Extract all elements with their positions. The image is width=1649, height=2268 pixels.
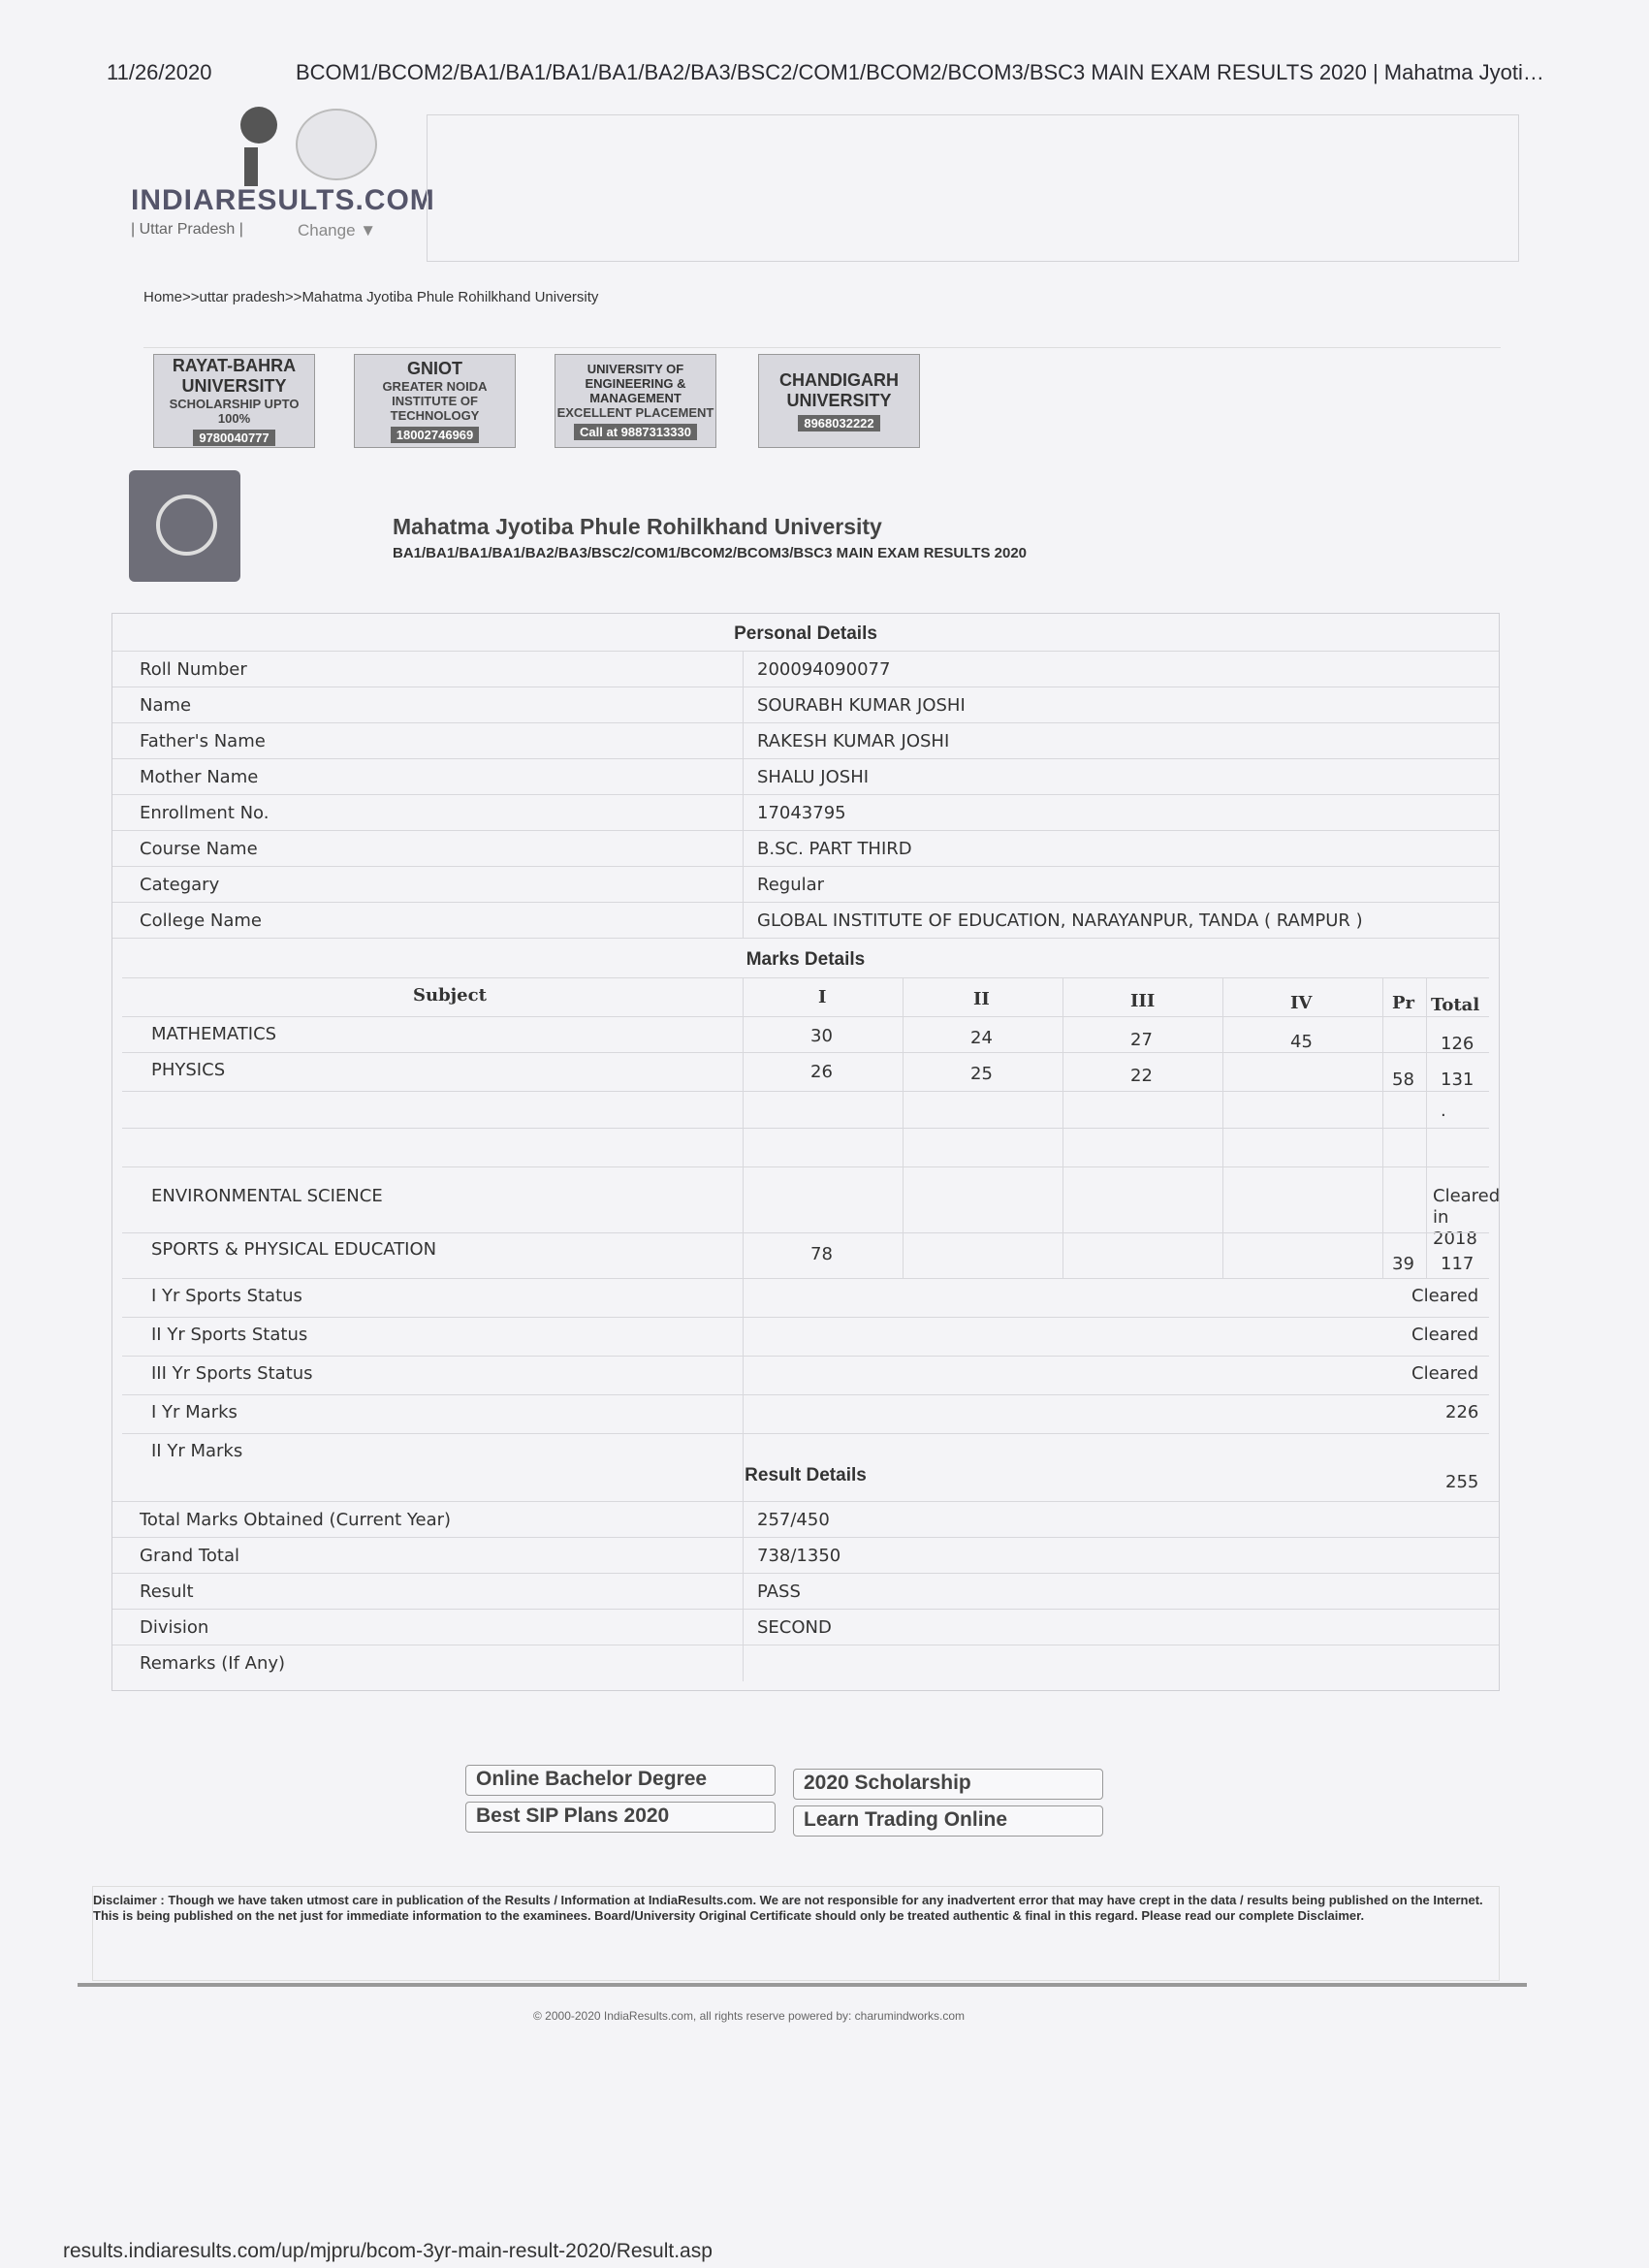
university-name: Mahatma Jyotiba Phule Rohilkhand University [393, 514, 882, 539]
extra-label: II Yr Sports Status [151, 1325, 308, 1345]
personal-row [112, 866, 1499, 903]
field-label: Mother Name [140, 767, 259, 787]
ad-banner-placeholder [427, 114, 1519, 262]
result-row [112, 1609, 1499, 1645]
field-value: SECOND [757, 1617, 832, 1638]
disclaimer-text: Disclaimer : Though we have taken utmost care in publication of the Results / Information at IndiaResults.com. We are not responsible for any inadvertent error that may have crept in the data / results being published on the Internet. This is being published on the net just for immediate information to the examinees. Board/University Original Certificate should only be treated authentic & final in this regard. Please read our complete Disclaimer. [92, 1886, 1500, 1981]
sponsor-banner-chandigarh[interactable] [758, 354, 920, 448]
mark-4: 45 [1290, 1032, 1313, 1052]
field-value: 200094090077 [757, 659, 891, 680]
marks-details-heading: Marks Details [745, 949, 866, 970]
print-header [97, 60, 1609, 99]
field-value: SOURABH KUMAR JOSHI [757, 695, 966, 716]
col-paper-3: III [1130, 991, 1156, 1011]
mark-2: 25 [970, 1064, 993, 1084]
field-value: Regular [757, 875, 825, 895]
sponsor-banner-uem[interactable] [555, 354, 716, 448]
sponsor-tag: GREATER NOIDA INSTITUTE OF TECHNOLOGY [382, 379, 488, 423]
state-label: | Uttar Pradesh | [131, 221, 243, 238]
field-label: Result [140, 1581, 194, 1602]
field-value: 738/1350 [757, 1546, 841, 1566]
footer-divider [78, 1983, 1527, 1987]
mark-1: 30 [810, 1026, 833, 1046]
mark-total: 117 [1441, 1254, 1475, 1274]
result-row [112, 1501, 1499, 1538]
change-state-link[interactable]: Change ▼ [298, 221, 377, 240]
online-bachelor-degree-link[interactable]: Online Bachelor Degree [465, 1765, 776, 1796]
personal-row [112, 722, 1499, 759]
mark-2: 24 [970, 1028, 993, 1048]
subject-name: PHYSICS [151, 1060, 226, 1080]
sponsor-banner-rayat-bahra[interactable] [153, 354, 315, 448]
site-logo[interactable] [131, 107, 435, 252]
personal-row [112, 902, 1499, 939]
sip-plans-link[interactable]: Best SIP Plans 2020 [465, 1802, 776, 1833]
col-paper-2: II [973, 989, 990, 1009]
col-practical: Pr [1392, 993, 1415, 1013]
subject-name: ENVIRONMENTAL SCIENCE [151, 1186, 383, 1206]
field-label: College Name [140, 910, 262, 931]
personal-row [112, 758, 1499, 795]
subject-name: MATHEMATICS [151, 1024, 277, 1044]
col-paper-1: I [818, 987, 827, 1007]
logo-text: INDIARESULTS.COM [131, 184, 435, 216]
field-value: 17043795 [757, 803, 846, 823]
result-table [111, 613, 1500, 1691]
university-seal-icon [129, 470, 240, 582]
field-label: Division [140, 1617, 209, 1638]
field-value: B.SC. PART THIRD [757, 839, 912, 859]
sponsored-links [465, 1765, 1125, 1842]
extra-label: III Yr Sports Status [151, 1363, 313, 1384]
personal-row [112, 794, 1499, 831]
field-value: 257/450 [757, 1510, 830, 1530]
field-label: Total Marks Obtained (Current Year) [140, 1510, 452, 1530]
sponsor-name: UNIVERSITY OF ENGINEERING & MANAGEMENT [585, 362, 686, 405]
sponsor-phone: Call at 9887313330 [574, 424, 697, 440]
personal-row [112, 651, 1499, 687]
logo-person-icon [233, 107, 291, 184]
logo-map-icon [296, 109, 377, 180]
sponsor-phone: 18002746969 [391, 427, 480, 443]
sponsor-phone: 9780040777 [193, 430, 274, 446]
mark-1: 26 [810, 1062, 833, 1082]
sponsor-banner-gniot[interactable] [354, 354, 516, 448]
mark-practical: 39 [1392, 1254, 1414, 1274]
mark-3: 22 [1130, 1066, 1153, 1086]
result-row [112, 1537, 1499, 1574]
extra-value: 226 [1445, 1402, 1479, 1422]
field-label: Categary [140, 875, 220, 895]
field-label: Father's Name [140, 731, 266, 751]
mark-total: 126 [1441, 1034, 1475, 1054]
stray-dot: . [1441, 1101, 1446, 1121]
result-row [112, 1645, 1499, 1681]
field-value: PASS [757, 1581, 801, 1602]
extra-value: 255 [1445, 1472, 1479, 1492]
extra-label: I Yr Sports Status [151, 1286, 302, 1306]
exam-title: BA1/BA1/BA1/BA1/BA2/BA3/BSC2/COM1/BCOM2/BCOM3/BSC3 MAIN EXAM RESULTS 2020 [393, 545, 1028, 561]
extra-label: II Yr Marks [151, 1441, 243, 1461]
sponsor-tag: SCHOLARSHIP UPTO 100% [169, 397, 300, 426]
sponsor-name: CHANDIGARH UNIVERSITY [779, 370, 899, 410]
extra-value: Cleared [1411, 1286, 1479, 1306]
personal-row [112, 687, 1499, 723]
subject-name: SPORTS & PHYSICAL EDUCATION [151, 1239, 437, 1260]
field-label: Roll Number [140, 659, 247, 680]
field-value: GLOBAL INSTITUTE OF EDUCATION, NARAYANPUR, TANDA ( RAMPUR ) [757, 910, 1363, 931]
field-label: Remarks (If Any) [140, 1653, 286, 1674]
mark-total: Cleared in 2018 [1433, 1186, 1501, 1249]
personal-details-heading: Personal Details [734, 623, 877, 644]
print-url: results.indiaresults.com/up/mjpru/bcom-3yr-main-result-2020/Result.asp [63, 2240, 713, 2262]
col-total: Total [1431, 995, 1480, 1015]
scholarship-link[interactable]: 2020 Scholarship [793, 1769, 1103, 1800]
result-details-heading: Result Details [745, 1465, 867, 1485]
col-paper-4: IV [1290, 993, 1313, 1013]
field-label: Name [140, 695, 192, 716]
extra-label: I Yr Marks [151, 1402, 238, 1422]
mark-1: 78 [810, 1244, 833, 1264]
divider [143, 347, 1501, 348]
sponsor-tag: EXCELLENT PLACEMENT [556, 405, 714, 420]
field-label: Enrollment No. [140, 803, 270, 823]
print-date: 11/26/2020 [107, 60, 212, 84]
mark-3: 27 [1130, 1030, 1153, 1050]
personal-row [112, 830, 1499, 867]
mark-total: 131 [1441, 1070, 1475, 1090]
trading-online-link[interactable]: Learn Trading Online [793, 1805, 1103, 1837]
field-label: Grand Total [140, 1546, 239, 1566]
extra-value: Cleared [1411, 1363, 1479, 1384]
breadcrumb[interactable]: Home>>uttar pradesh>>Mahatma Jyotiba Phule Rohilkhand University [143, 289, 599, 305]
field-label: Course Name [140, 839, 258, 859]
extra-value: Cleared [1411, 1325, 1479, 1345]
copyright-text: © 2000-2020 IndiaResults.com, all rights reserve powered by: charumindworks.com [533, 2009, 966, 2023]
mark-practical: 58 [1392, 1070, 1414, 1090]
sponsor-phone: 8968032222 [798, 415, 879, 431]
col-subject: Subject [413, 985, 487, 1006]
sponsor-name: RAYAT-BAHRA UNIVERSITY [172, 356, 297, 396]
field-value: SHALU JOSHI [757, 767, 870, 787]
print-page-title: BCOM1/BCOM2/BA1/BA1/BA1/BA1/BA2/BA3/BSC2/COM1/BCOM2/BCOM3/BSC3 MAIN EXAM RESULTS 2020 | Mahatma Jyoti… [296, 60, 1544, 84]
result-row [112, 1573, 1499, 1610]
sponsor-name: GNIOT [407, 359, 462, 378]
field-value: RAKESH KUMAR JOSHI [757, 731, 950, 751]
